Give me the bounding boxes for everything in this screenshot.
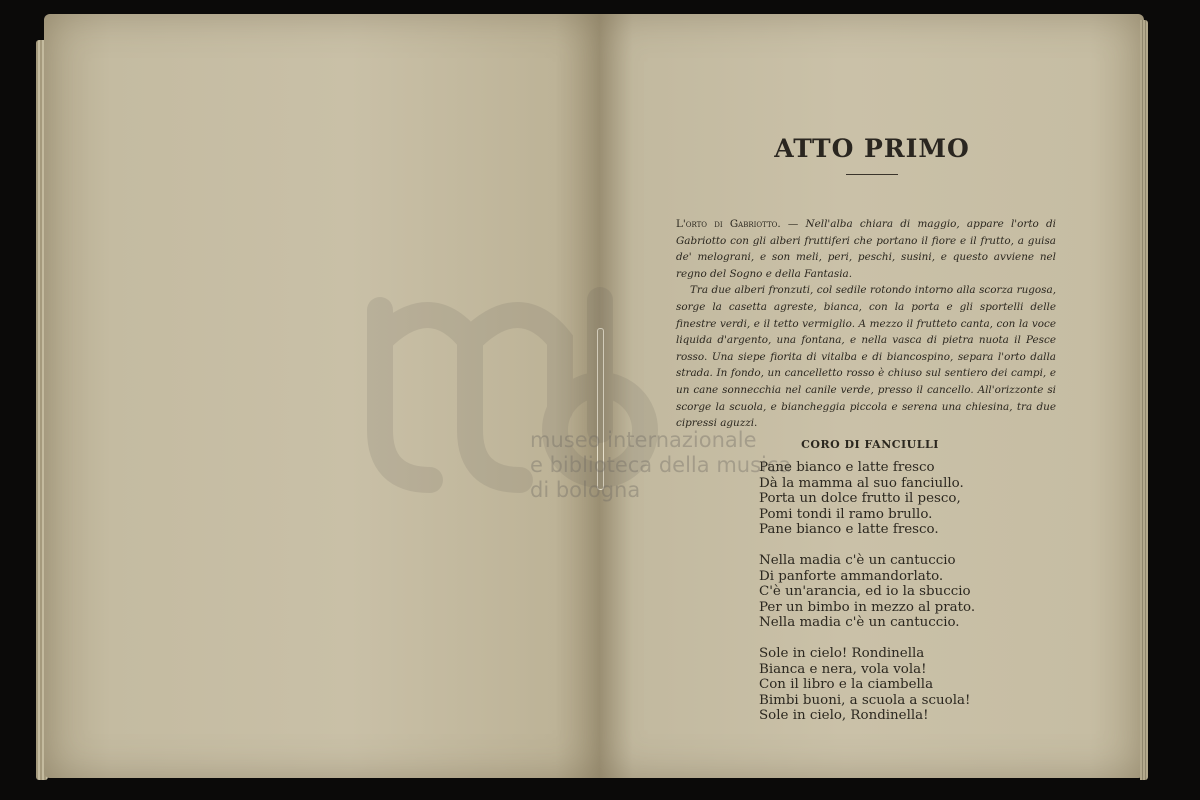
verse-line: Sole in cielo! Rondinella <box>759 645 925 661</box>
verse-line: C'è un'arancia, ed io la sbuccio <box>759 584 971 600</box>
left-page <box>44 14 600 778</box>
verse-line: Bianca e nera, vola vola! <box>759 661 927 677</box>
verse-line: Pane bianco e latte fresco. <box>759 522 939 538</box>
verse-line: Pomi tondi il ramo brullo. <box>759 506 933 522</box>
verse-line: Porta un dolce frutto il pesco, <box>759 491 961 507</box>
stanza-2 <box>759 553 1059 631</box>
watermark-line-2: e biblioteca della musica <box>530 453 792 477</box>
verse-line: Nella madia c'è un cantuccio. <box>759 615 960 631</box>
verse-line: Nella madia c'è un cantuccio <box>759 552 956 568</box>
title-rule <box>846 174 898 175</box>
chorus-heading: CORO DI FANCIULLI <box>801 438 939 451</box>
scene-place-label: L'orto di Gabriotto. <box>676 218 781 230</box>
scene-description <box>676 216 1056 432</box>
verse-line: Di panforte ammandorlato. <box>759 568 944 584</box>
verse-line: Bimbi buoni, a scuola a scuola! <box>759 692 971 708</box>
scene-paragraph-2: Tra due alberi fronzuti, col sedile rotondo intorno alla scorza rugosa, sorge la casetta agreste, bianca, con la porta e gli sportelli delle finestre verdi, e il tetto vermiglio. A mezzo il frutteto canta, con la voce liquida d'argento, una fontana, e nella vasca di pietra nuota il Pesce rosso. Una siepe fiorita di vitalba e di biancospino, separa l'orto dalla strada. In fondo, un cancelletto rosso è chiuso sul sentiero dei campi, e un cane sonnecchia nel canile verde, presso il cancello. All'orizzonte si scorge la scuola, e biancheggia piccola e serena una chiesina, tra due cipressi aguzzi. <box>676 284 1056 430</box>
scene-dash: — <box>787 218 799 230</box>
chorus-poem <box>759 460 1059 739</box>
act-title: ATTO PRIMO <box>774 134 970 163</box>
right-page-edges <box>1140 20 1148 780</box>
scene-paragraph-1-text: Nell'alba chiara di maggio, appare l'orto di Gabriotto con gli alberi fruttiferi che portano il fiore e il frutto, a guisa de' melograni, e son meli, peri, peschi, susini, e questo avviene nel regno del Sogno e della Fantasia. <box>676 218 1056 280</box>
verse-line: Sole in cielo, Rondinella! <box>759 708 929 724</box>
verse-line: Dà la mamma al suo fanciullo. <box>759 475 964 491</box>
watermark-line-1: museo internazionale <box>530 428 757 452</box>
stanza-1 <box>759 460 1059 538</box>
scene-paragraph-1 <box>676 216 1056 282</box>
verse-line: Per un bimbo in mezzo al prato. <box>759 599 976 615</box>
watermark-line-3: di bologna <box>530 478 641 502</box>
verse-line: Pane bianco e latte fresco <box>759 460 935 475</box>
verse-line: Con il libro e la ciambella <box>759 677 934 693</box>
binding-staple <box>597 328 604 490</box>
stanza-3 <box>759 646 1059 724</box>
